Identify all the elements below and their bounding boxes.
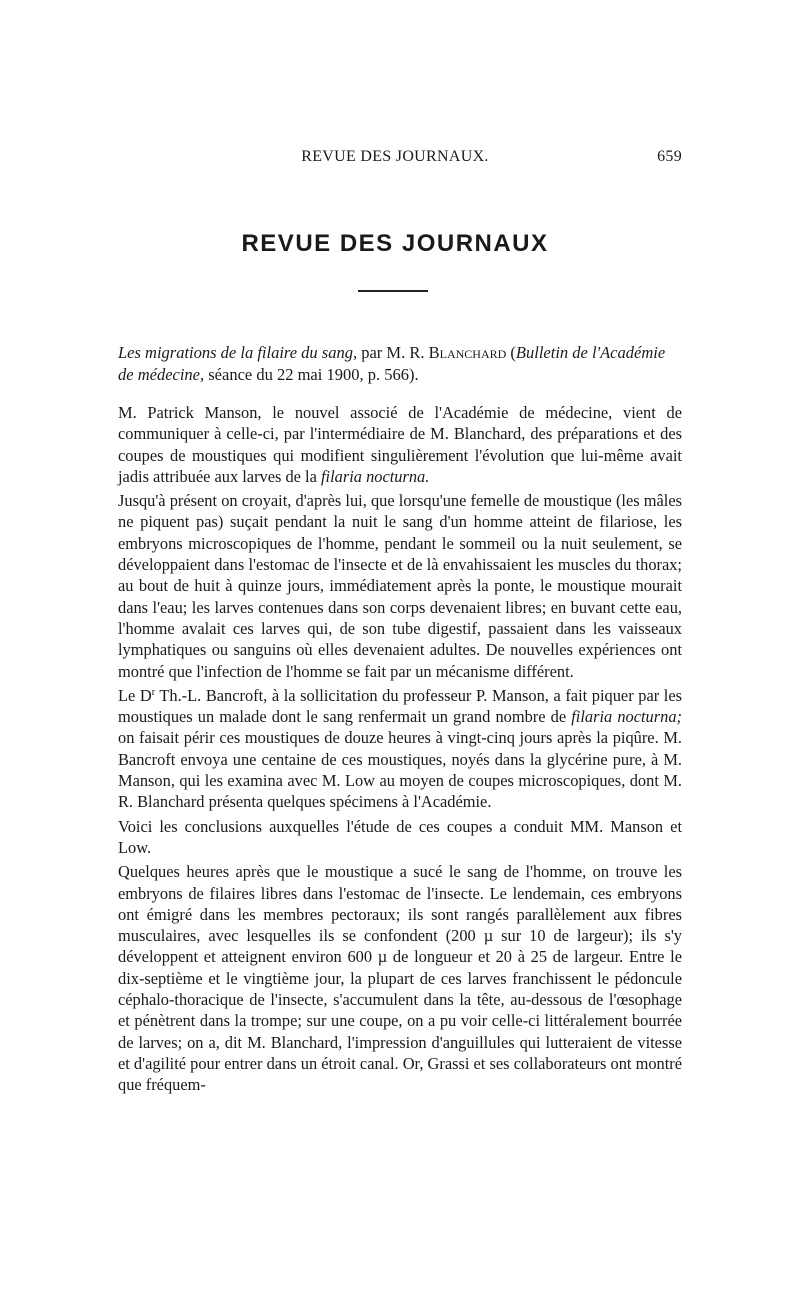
paragraph-5: Quelques heures après que le moustique a sucé le sang de l'homme, on trouve les embryons de filaires libres dans l'estomac de l'insecte. Le lendemain, ces embryons ont émigré dans les membres pectoraux; ils sont rangés parallèlement aux fibres musculaires, avec lesquelles ils se confondent (200 µ sur 10 de largeur); ils s'y développent et atteignent environ 600 µ de longueur et 20 à 25 de largeur. Entre le dix-septième et le vingtième jour, la plupart de ces larves franchissent le pédoncule céphalo-thoracique de l'insecte, s'accumulent dans la tête, au-dessous de l'œsophage et pénètrent dans la trompe; sur une coupe, on a pu voir celle-ci littéralement bourrée de larves; on a, dit M. Blanchard, l'impression d'anguillules qui lutteraient de vitesse et d'agilité pour entrer dans un étroit canal. Or, Grassi et ses collaborateurs ont montré que fréquem- [118, 862, 682, 1095]
paragraph-4: Voici les conclusions auxquelles l'étude de ces coupes a conduit MM. Manson et Low. [118, 816, 682, 857]
paragraph-3-text: Th.-L. Bancroft, à la sollicitation du professeur P. Manson, a fait piquer par les moustiques un malade dont le sang renfermait un grand nombre de [118, 685, 682, 727]
title-divider [358, 290, 428, 292]
paragraph-3-italic: filaria nocturna; [571, 707, 682, 727]
paragraph-3-sup: r [151, 686, 156, 698]
paragraph-1 [118, 402, 682, 487]
citation-journal: Bulletin de l'Académie de médecine, [118, 343, 666, 384]
running-title: REVUE DES JOURNAUX. [301, 148, 489, 165]
section-title: REVUE DES JOURNAUX [241, 230, 549, 257]
paragraph-3-start: Le D [118, 685, 152, 705]
page-number: 659 [657, 148, 682, 165]
citation-by: par M. R. [357, 343, 429, 362]
article-citation [118, 342, 682, 386]
paragraph-1-italic: filaria nocturna. [320, 466, 430, 486]
article-body [118, 402, 682, 1099]
citation-author: Blanchard [428, 343, 507, 362]
citation-details: séance du 22 mai 1900, p. 566). [204, 365, 419, 384]
running-head [108, 148, 682, 172]
paragraph-3-end: on faisait périr ces moustiques de douze heures à vingt-cinq jours après la piqûre. M. Bancroft envoya une centaine de ces moustiques, noyés dans la glycérine pure, à M. Manson, qui les examina avec M. Low au moyen de coupes microscopiques, dont M. R. Blanchard présenta quelques spécimens à l'Académie. [118, 728, 682, 812]
paragraph-3 [118, 685, 682, 813]
citation-open: ( [506, 343, 516, 362]
paragraph-2: Jusqu'à présent on croyait, d'après lui, que lorsqu'une femelle de moustique (les mâles ne piquent pas) suçait pendant la nuit le sang d'un homme atteint de filariose, les embryons microscopiques de l'homme, pendant le sommeil ou la nuit seulement, se développaient dans l'estomac de l'insecte et de là envahissaient les muscles du thorax; au bout de huit à quinze jours, immédiatement après la ponte, le moustique mourait dans l'eau; les larves contenues dans son corps devenaient libres; en buvant cette eau, l'homme avalait ces larves qui, de son tube digestif, passaient dans les vaisseaux lymphatiques ou sanguins où elles devenaient adultes. De nouvelles expériences ont montré que l'infection de l'homme se fait par un mécanisme différent. [118, 491, 682, 681]
article-title: Les migrations de la filaire du sang, [118, 343, 358, 362]
paragraph-1-text: M. Patrick Manson, le nouvel associé de l'Académie de médecine, vient de communiquer à celle-ci, par l'intermédiaire de M. Blanchard, des préparations et des coupes de moustiques qui modifient singulièrement l'évolution que lui-même avait jadis attribuée aux larves de la [118, 403, 682, 486]
